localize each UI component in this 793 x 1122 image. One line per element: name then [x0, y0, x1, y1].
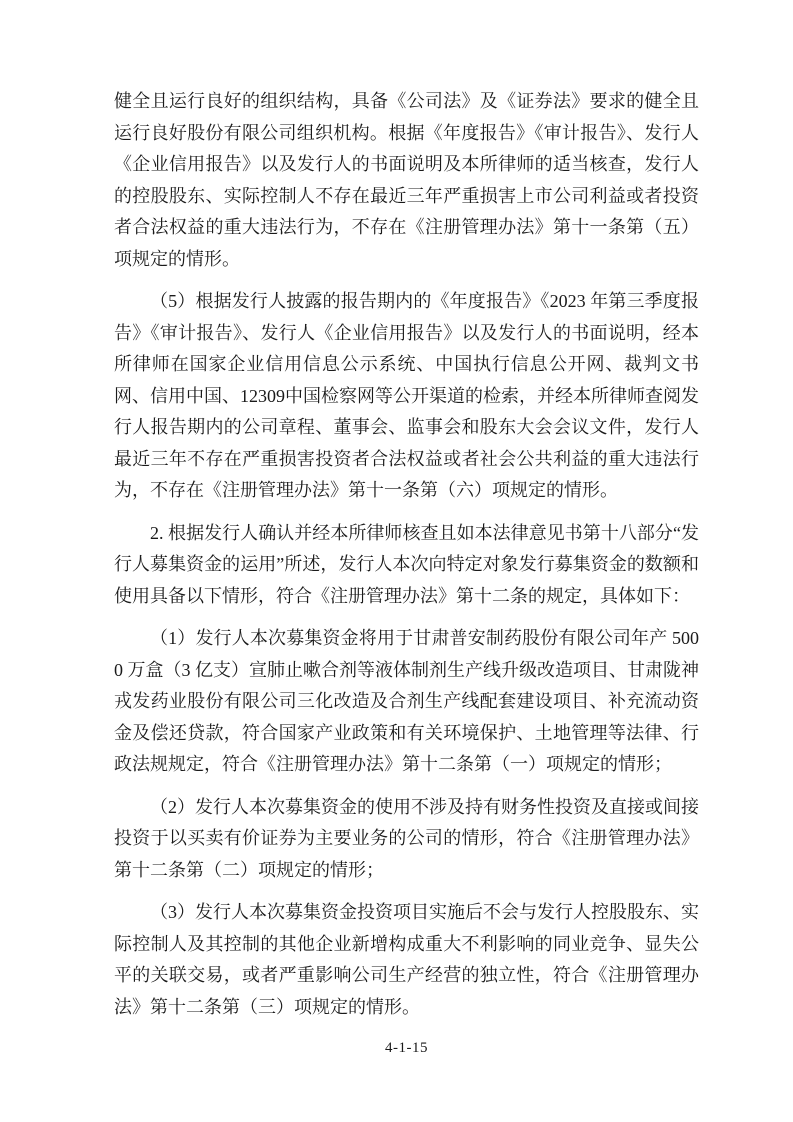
page-number: 4-1-15 — [385, 1040, 428, 1056]
paragraph-item-1: （1）发行人本次募集资金将用于甘肃普安制药股份有限公司年产 5000 万盒（3 亿支）宣肺止嗽合剂等液体制剂生产线升级改造项目、甘肃陇神戎发药业股份有限公司三化改造及合剂生产线配套建设项目、补充流动资金及偿还贷款，符合国家产业政策和有关环境保护、土地管理等法律、行政法规规定，符合《注册管理办法》第十二条第（一）项规定的情形； — [114, 628, 699, 774]
document-body — [114, 86, 699, 1034]
paragraph-item-3: （3）发行人本次募集资金投资项目实施后不会与发行人控股股东、实际控制人及其控制的其他企业新增构成重大不利影响的同业竞争、显失公平的关联交易，或者严重影响公司生产经营的独立性，符合《注册管理办法》第十二条第（三）项规定的情形。 — [114, 902, 699, 1017]
paragraph-section-2: 2. 根据发行人确认并经本所律师核查且如本法律意见书第十八部分“发行人募集资金的运用”所述，发行人本次向特定对象发行募集资金的数额和使用具备以下情形，符合《注册管理办法》第十二条的规定，具体如下： — [114, 522, 699, 606]
paragraph-item-5: （5）根据发行人披露的报告期内的《年度报告》《2023 年第三季度报告》《审计报告》、发行人《企业信用报告》以及发行人的书面说明，经本所律师在国家企业信用信息公示系统、中国执行信息公开网、裁判文书网、信用中国、12309中国检察网等公开渠道的检索，并经本所律师查阅发行人报告期内的公司章程、董事会、监事会和股东大会会议文件，发行人最近三年不存在严重损害投资者合法权益或者社会公共利益的重大违法行为，不存在《注册管理办法》第十一条第（六）项规定的情形。 — [114, 291, 699, 500]
paragraph-continuation: 健全且运行良好的组织结构，具备《公司法》及《证券法》要求的健全且运行良好股份有限公司组织机构。根据《年度报告》《审计报告》、发行人《企业信用报告》以及发行人的书面说明及本所律师的适当核查，发行人的控股股东、实际控制人不存在最近三年严重损害上市公司利益或者投资者合法权益的重大违法行为，不存在《注册管理办法》第十一条第（五）项规定的情形。 — [114, 91, 699, 269]
paragraph-item-2: （2）发行人本次募集资金的使用不涉及持有财务性投资及直接或间接投资于以买卖有价证券为主要业务的公司的情形，符合《注册管理办法》第十二条第（二）项规定的情形； — [114, 796, 699, 880]
